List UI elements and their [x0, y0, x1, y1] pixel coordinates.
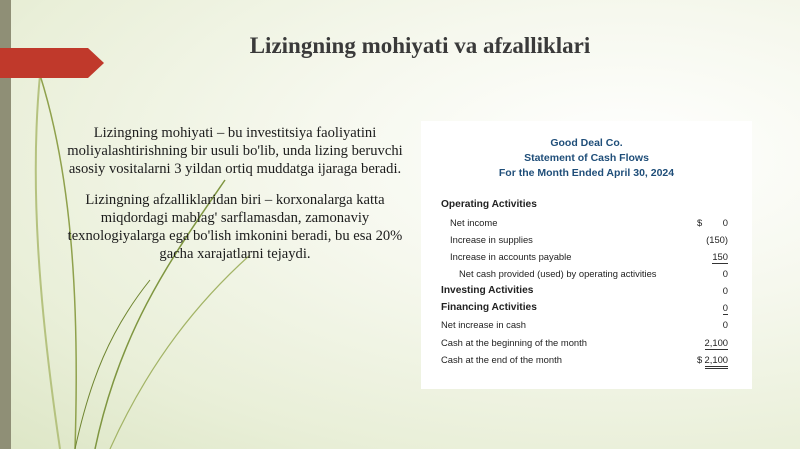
row-label: Increase in supplies — [450, 234, 533, 245]
row-amount: 150 — [712, 251, 728, 262]
row-label: Operating Activities — [441, 199, 537, 210]
title-arrow-shape — [0, 0, 110, 80]
row-amount: 0 — [722, 285, 728, 296]
row-label: Cash at the beginning of the month — [441, 337, 587, 348]
row-label: Financing Activities — [441, 302, 537, 313]
row-amount: 2,100 — [705, 354, 728, 369]
row-amount: 0 — [722, 319, 728, 330]
statement-row — [421, 337, 752, 351]
row-label: Investing Activities — [441, 285, 534, 296]
statement-row — [421, 234, 752, 248]
row-label: Net increase in cash — [441, 319, 526, 330]
statement-row — [421, 319, 752, 333]
statement-company: Good Deal Co. — [550, 137, 623, 149]
paragraph-advantages: Lizingning afzalliklaridan biri – korxonalarga katta miqdordagi mablag' sarflamasdan, zamonaviy texnologiyalarga ega bo'lish imkonini beradi, bu esa 20% gacha xarajatlarni tejaydi. — [67, 192, 403, 262]
body-text — [55, 124, 415, 263]
statement-row — [421, 302, 752, 316]
row-label: Net cash provided (used) by operating activities — [459, 268, 657, 279]
row-amount: 2,100 — [704, 337, 728, 348]
statement-row — [421, 199, 752, 213]
statement-row — [421, 268, 752, 282]
statement-row — [421, 285, 752, 299]
row-label: Net income — [450, 217, 498, 228]
slide-title: Lizingning mohiyati va afzalliklari — [249, 33, 591, 58]
row-amount: (150) — [706, 234, 728, 245]
paragraph-essence: Lizingning mohiyati – bu investitsiya faoliyatini moliyalashtirishning bir usuli bo'lib, unda lizing beruvchi asosiy vositalarni 3 yildan ortiq muddatga ijaraga beradi. — [67, 125, 403, 177]
statement-name: Statement of Cash Flows — [524, 152, 649, 164]
row-currency: $ — [697, 354, 703, 365]
row-amount: 0 — [722, 217, 728, 228]
row-label: Increase in accounts payable — [450, 251, 572, 262]
row-amount: 0 — [722, 302, 728, 313]
statement-row — [421, 354, 752, 368]
statement-row — [421, 251, 752, 265]
statement-period: For the Month Ended April 30, 2024 — [498, 167, 675, 179]
row-label: Cash at the end of the month — [441, 354, 562, 365]
cash-flow-statement-image — [421, 121, 752, 389]
row-amount: 0 — [722, 268, 728, 279]
statement-row — [421, 217, 752, 231]
row-currency: $ — [697, 217, 703, 228]
